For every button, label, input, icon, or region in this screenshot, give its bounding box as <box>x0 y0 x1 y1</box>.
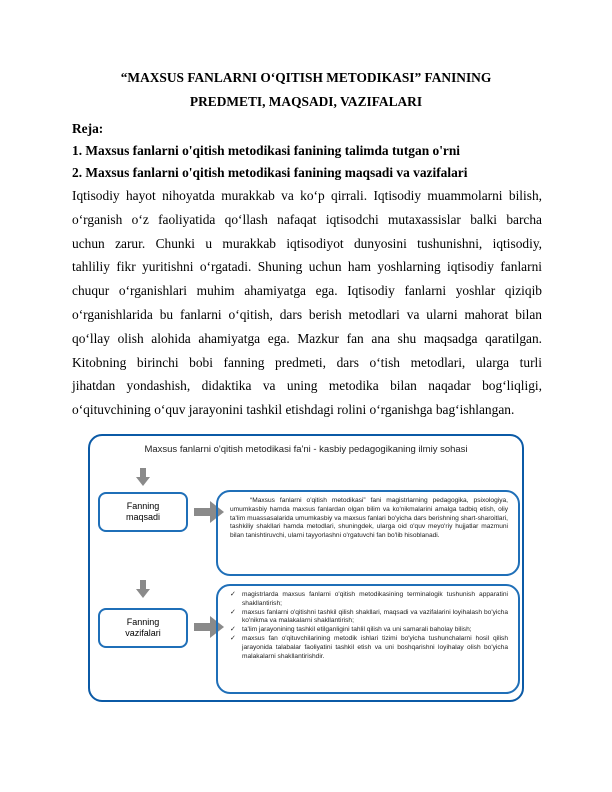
body-paragraph <box>72 184 542 422</box>
tasks-label-line-1: Fanning <box>126 617 160 627</box>
check-icon: ✓ <box>230 626 236 634</box>
goal-description-box <box>216 490 520 576</box>
goal-label-line-2: maqsadi <box>125 512 161 522</box>
paragraph-line: Iqtisodiy hayot nihoyatda murakkab va ko‘p qirrali. Iqtisodiy muammolarni bilish, <box>72 188 542 203</box>
methodology-diagram <box>88 434 524 702</box>
plan-item-1: 1. Maxsus fanlarni o'qitish metodikasi fanining talimda tutgan o'rni <box>72 143 461 158</box>
goal-description: “Maxsus fanlarni o'qitish metodikasi” fani magistrlarning pedagogika, psixologiya, umumkasbiy hamda maxsus fanlardan olgan bilim va ko'nikmalarini amalga tadbiq etish, oliy ta'lim muassasalarida umumkasbiy va maxsus fanlari bo'yicha dars berishning shart-sharoitlari, tashkiliy shakllari hamda metodlari, shuningdek, ularga oid o'quv meyo'riy hujjatlar mazmuni bilan tanishtiruvchi, ularni tayyorlashni o'rgatuvchi fan bo'lib hisoblanadi. <box>230 497 508 540</box>
paragraph-line: uchun zarur. Chunki u murakkab iqtisodiyot dunyosini tushunishni, iqtisodiy, <box>72 235 542 251</box>
task-item: ✓ maxsus fanlarni o'qitishni tashkil qilish shakllari, maqsadi va vazifalarini loyihalash bo'yicha ko'nikma va malakalarni shakllantirish; <box>230 608 508 625</box>
document-title-line-1: “MAXSUS FANLARNI O‘QITISH METODIKASI” FANINING <box>120 70 492 85</box>
plan-label: Reja: <box>72 121 104 136</box>
plan-item-2: 2. Maxsus fanlarni o'qitish metodikasi fanining maqsadi va vazifalari <box>72 165 468 180</box>
goal-box <box>98 492 188 532</box>
arrow-down-icon <box>136 468 150 486</box>
paragraph-line: tahliliy fikr yuritishni o‘rgatadi. Shuning uchun ham yoshlarning iqtisodiy fanlarni <box>72 259 542 275</box>
check-icon: ✓ <box>230 608 236 616</box>
paragraph-line: jihatdan yondashish, didaktika va uning metodika bilan naqadar bog‘liqligi, <box>72 378 542 394</box>
paragraph-line: chuqur o‘rganishlari muhim ahamiyatga ega. Iqtisodiy fanlarni yoshlar qiziqib <box>72 283 542 299</box>
tasks-list <box>230 591 508 661</box>
goal-label-line-1: Fanning <box>126 501 160 511</box>
arrow-down-icon <box>136 580 150 598</box>
task-item: ✓ maxsus fan o'qituvchilarining metodik ishlari tizimi bo'yicha tushunchalarni hosil qilish jarayonida talabalar faoliyatini tashkil etish va uni boshqarishni loyihalay olish bo'yicha malakalarni shakllantirishdir. <box>230 634 508 660</box>
paragraph-line: o‘rganishlarida bu fanlarni o‘qitish, dars berish metodlari va ularni mahorat bilan <box>72 306 542 322</box>
document-title-line-2: PREDMETI, MAQSADI, VAZIFALARI <box>189 94 423 109</box>
paragraph-line: o‘rganish o‘z faoliyatida qo‘llash nafaqat iqtisodchi mutaxassislar balki barcha <box>72 211 542 227</box>
tasks-label-line-2: vazifalari <box>125 628 161 638</box>
tasks-box <box>98 608 188 648</box>
check-icon: ✓ <box>230 634 236 642</box>
diagram-title: Maxsus fanlarni o'qitish metodikasi fa'ni - kasbiy pedagogikaning ilmiy sohasi <box>144 444 468 455</box>
paragraph-line: o‘qituvchining o‘quv jarayonini tashkil etishdagi rolini o‘rganishga bag‘ishlangan. <box>72 402 515 418</box>
paragraph-line: Kitobning birinchi bobi fanning predmeti, dars o‘tish metodlari, ularga turli <box>72 354 542 370</box>
paragraph-line: qo‘llay olish alohida ahamiyatga ega. Mazkur fan ana shu maqsadga qaratilgan. <box>72 330 542 346</box>
check-icon: ✓ <box>230 591 236 598</box>
tasks-list-box <box>216 584 520 694</box>
task-item: ✓ ta'lim jarayonining tashkil etilganligini tahlil qilish va uni samarali baholay bilish; <box>230 626 472 634</box>
task-item: ✓ magistrlarda maxsus fanlarni o'qitish metodikasining terminalogik tushunish apparatini shakllantirish; <box>230 591 508 607</box>
